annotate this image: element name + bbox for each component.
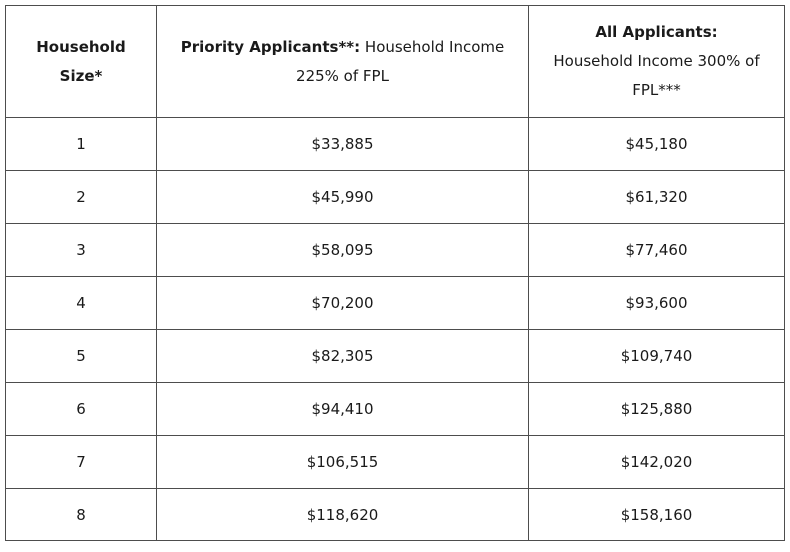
cell-all-income: $45,180 (529, 118, 785, 171)
cell-household-size: 4 (6, 277, 157, 330)
header-all-applicants-desc: Household Income 300% of FPL*** (553, 52, 760, 99)
cell-priority-income: $82,305 (157, 330, 529, 383)
cell-all-income: $109,740 (529, 330, 785, 383)
cell-household-size: 2 (6, 171, 157, 224)
cell-priority-income: $106,515 (157, 436, 529, 489)
cell-household-size: 3 (6, 224, 157, 277)
cell-all-income: $142,020 (529, 436, 785, 489)
income-limits-table (5, 5, 785, 541)
cell-all-income: $77,460 (529, 224, 785, 277)
cell-household-size: 8 (6, 489, 157, 541)
header-row (6, 6, 785, 118)
cell-priority-income: $94,410 (157, 383, 529, 436)
table-row (6, 489, 785, 541)
header-household-size-label: Household Size* (36, 37, 126, 85)
header-priority-applicants-title: Priority Applicants**: (180, 37, 361, 56)
cell-household-size: 1 (6, 118, 157, 171)
table-row (6, 277, 785, 330)
table-row (6, 330, 785, 383)
cell-all-income: $158,160 (529, 489, 785, 541)
header-all-applicants-title: All Applicants: (595, 23, 718, 41)
table-row (6, 436, 785, 489)
cell-priority-income: $33,885 (157, 118, 529, 171)
cell-household-size: 6 (6, 383, 157, 436)
cell-priority-income: $118,620 (157, 489, 529, 541)
cell-priority-income: $58,095 (157, 224, 529, 277)
table-row (6, 383, 785, 436)
cell-all-income: $125,880 (529, 383, 785, 436)
header-priority-applicants-desc: Household Income 225% of FPL (296, 37, 505, 85)
table-row (6, 224, 785, 277)
cell-priority-income: $70,200 (157, 277, 529, 330)
cell-household-size: 7 (6, 436, 157, 489)
header-priority-applicants (157, 6, 529, 118)
cell-household-size: 5 (6, 330, 157, 383)
header-all-applicants (529, 6, 785, 118)
cell-all-income: $61,320 (529, 171, 785, 224)
table-header (6, 6, 785, 118)
table-row (6, 118, 785, 171)
table-body (6, 118, 785, 541)
table-row (6, 171, 785, 224)
cell-priority-income: $45,990 (157, 171, 529, 224)
header-household-size (6, 6, 157, 118)
cell-all-income: $93,600 (529, 277, 785, 330)
